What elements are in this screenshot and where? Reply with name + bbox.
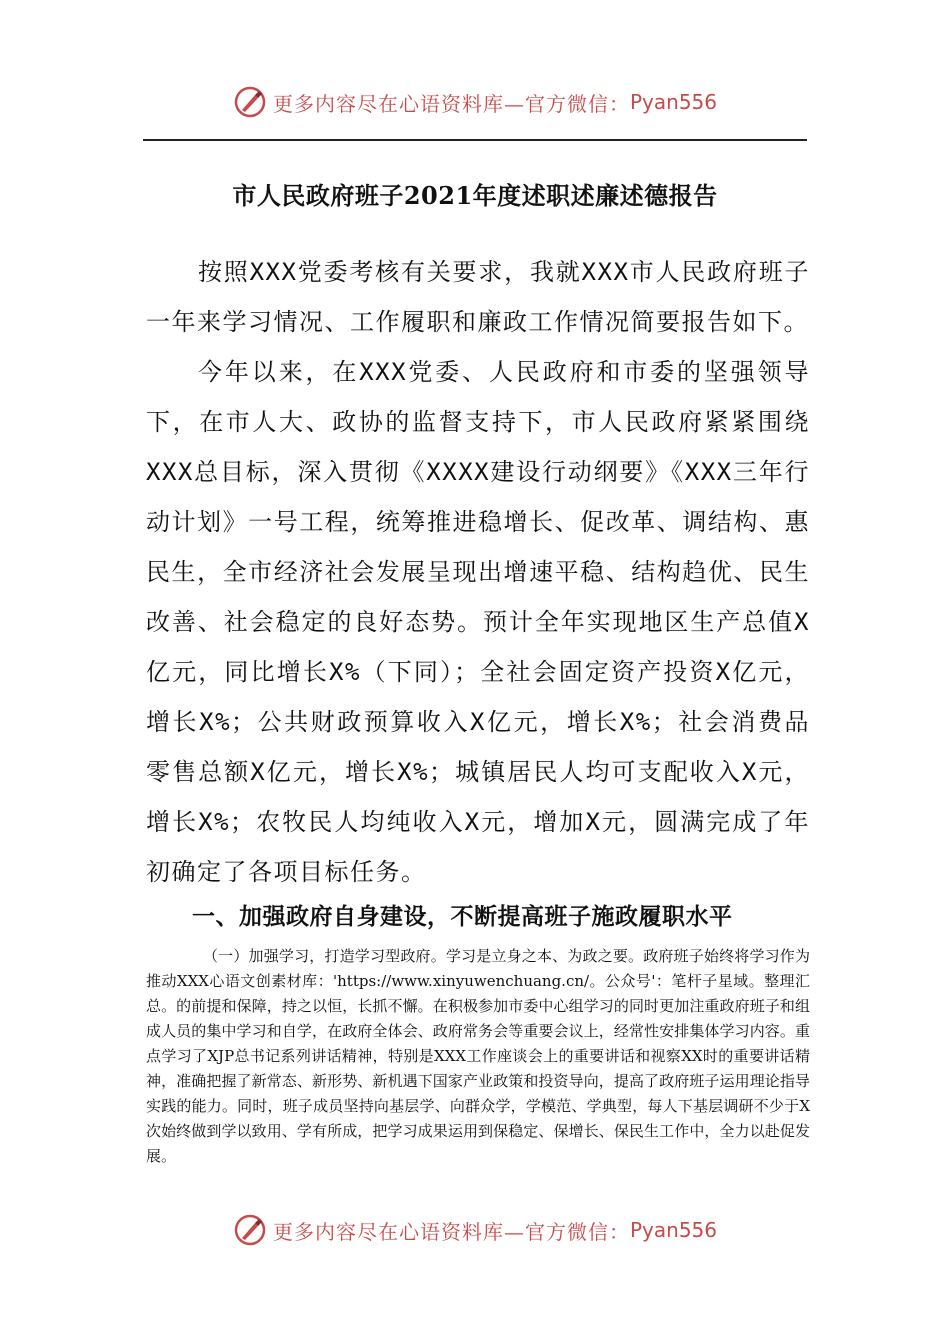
section-heading: 一、加强政府自身建设，不断提高班子施政履职水平 [192, 904, 733, 930]
watermark-banner-bottom [0, 1210, 950, 1250]
section-paragraph: （一）加强学习，打造学习型政府。学习是立身之本、为政之要。政府班子始终将学习作为推动XXX心语文创素材库：'https://www.xinyuwenchuang.cn/。公众号'：笔杆子星域。整理汇总。的前提和保障，持之以恒，长抓不懈。在积极参加市委中心组学习的同时更加注重政府班子和组成人员的集中学习和自学，在政府全体会、政府常务会等重要会议上，经常性安排集体学习内容。重点学习了XJP总书记系列讲话精神，特别是XXX工作座谈会上的重要讲话和视察XX时的重要讲话精神，准确把握了新常态、新形势、新机遇下国家产业政策和投资导向，提高了政府班子运用理论指导实践的能力。同时，班子成员坚持向基层学、向群众学，学模范、学典型，每人下基层调研不少于X次始终做到学以致用、学有所成，把学习成果运用到保稳定、保增长、保民生工作中，全力以赴促发展。 [146, 947, 810, 1165]
banner-text: 更多内容尽在心语资料库—官方微信： [272, 91, 630, 116]
pen-logo-icon [233, 85, 267, 119]
watermark-banner-top [0, 82, 950, 122]
document-title: 市人民政府班子2021年度述职述廉述德报告 [232, 181, 718, 210]
banner-wechat-id: Pyan556 [629, 90, 717, 114]
summary-paragraph: 今年以来，在XXX党委、人民政府和市委的坚强领导下，在市人大、政协的监督支持下，市人民政府紧紧围绕XXX总目标，深入贯彻《XXXX建设行动纲要》《XXX三年行动计划》一号工程，统筹推进稳增长、促改革、调结构、惠民生，全市经济社会发展呈现出增速平稳、结构趋优、民生改善、社会稳定的良好态势。预计全年实现地区生产总值X亿元，同比增长X%（下同）；全社会固定资产投资X亿元，增长X%；公共财政预算收入X亿元，增长X%；社会消费品零售总额X亿元，增长X%；城镇居民人均可支配收入X元，增长X%；农牧民人均纯收入X元，增加X元，圆满完成了年初确定了各项目标任务。 [146, 358, 810, 886]
banner-wechat-id: Pyan556 [629, 1218, 717, 1242]
pen-logo-icon [233, 1213, 267, 1247]
header-rule [143, 139, 807, 141]
banner-text: 更多内容尽在心语资料库—官方微信： [272, 1219, 630, 1244]
intro-paragraph: 按照XXX党委考核有关要求，我就XXX市人民政府班子一年来学习情况、工作履职和廉政工作情况简要报告如下。 [146, 258, 810, 336]
